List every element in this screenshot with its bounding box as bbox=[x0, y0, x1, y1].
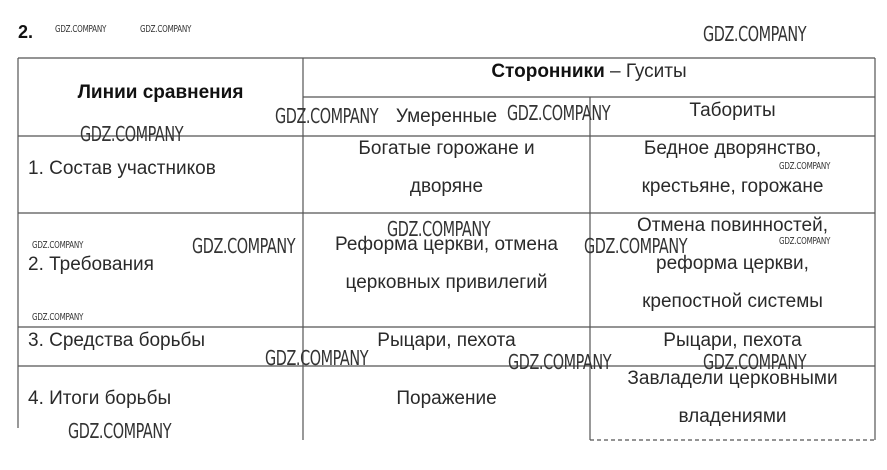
header-supporters-bold: Сторонники bbox=[491, 61, 605, 82]
watermark: GDZ.COMPANY bbox=[387, 217, 491, 241]
watermark: GDZ.COMPANY bbox=[703, 22, 807, 46]
watermark: GDZ.COMPANY bbox=[32, 312, 84, 323]
row-label bbox=[18, 322, 303, 360]
watermark: GDZ.COMPANY bbox=[275, 104, 379, 128]
cell-taborites-text: Рыцари, пехота bbox=[663, 330, 802, 351]
header-taborites bbox=[590, 92, 875, 130]
cell-taborites-text: Бедное дворянство, крестьяне, горожане bbox=[641, 138, 824, 197]
row-label-text: 1. Состав участников bbox=[28, 158, 216, 179]
cell-moderate-text: Рыцари, пехота bbox=[377, 330, 516, 351]
header-taborites-text: Табориты bbox=[689, 100, 776, 121]
watermark: GDZ.COMPANY bbox=[584, 234, 688, 258]
header-moderate-text: Умеренные bbox=[395, 106, 498, 127]
watermark: GDZ.COMPANY bbox=[55, 24, 107, 35]
cell-moderate-text: Поражение bbox=[396, 388, 497, 409]
cell-moderate-text: Реформа церкви, отмена церковных привилегий bbox=[335, 234, 558, 293]
row-label bbox=[18, 213, 303, 317]
cell-taborites-text: Завладели церковными владениями bbox=[627, 368, 838, 427]
watermark: GDZ.COMPANY bbox=[68, 419, 172, 443]
watermark: GDZ.COMPANY bbox=[703, 350, 807, 374]
cell-moderate-text: Богатые горожане и дворяне bbox=[358, 138, 535, 197]
cell-moderate bbox=[303, 366, 590, 432]
row-label-text: 4. Итоги борьбы bbox=[28, 388, 172, 409]
cell-taborites bbox=[590, 130, 875, 206]
watermark: GDZ.COMPANY bbox=[265, 346, 369, 370]
cell-taborites bbox=[590, 207, 875, 321]
watermark: GDZ.COMPANY bbox=[192, 234, 296, 258]
watermark: GDZ.COMPANY bbox=[507, 101, 611, 125]
row-label-text: 2. Требования bbox=[28, 254, 154, 275]
watermark: GDZ.COMPANY bbox=[508, 350, 612, 374]
watermark: GDZ.COMPANY bbox=[779, 161, 831, 172]
watermark: GDZ.COMPANY bbox=[140, 24, 192, 35]
watermark: GDZ.COMPANY bbox=[80, 122, 184, 146]
header-supporters-rest: – Гуситы bbox=[604, 61, 687, 82]
row-label-text: 3. Средства борьбы bbox=[28, 330, 206, 351]
header-supporters bbox=[303, 58, 875, 86]
header-comparison-lines bbox=[18, 60, 303, 126]
cell-taborites-text: Отмена повинностей, реформа церкви, крепостной системы bbox=[636, 215, 828, 312]
task-number: 2. bbox=[18, 22, 34, 42]
cell-moderate bbox=[303, 130, 590, 206]
watermark: GDZ.COMPANY bbox=[32, 240, 84, 251]
watermark: GDZ.COMPANY bbox=[779, 236, 831, 247]
header-comparison-lines-text: Линии сравнения bbox=[77, 82, 244, 103]
